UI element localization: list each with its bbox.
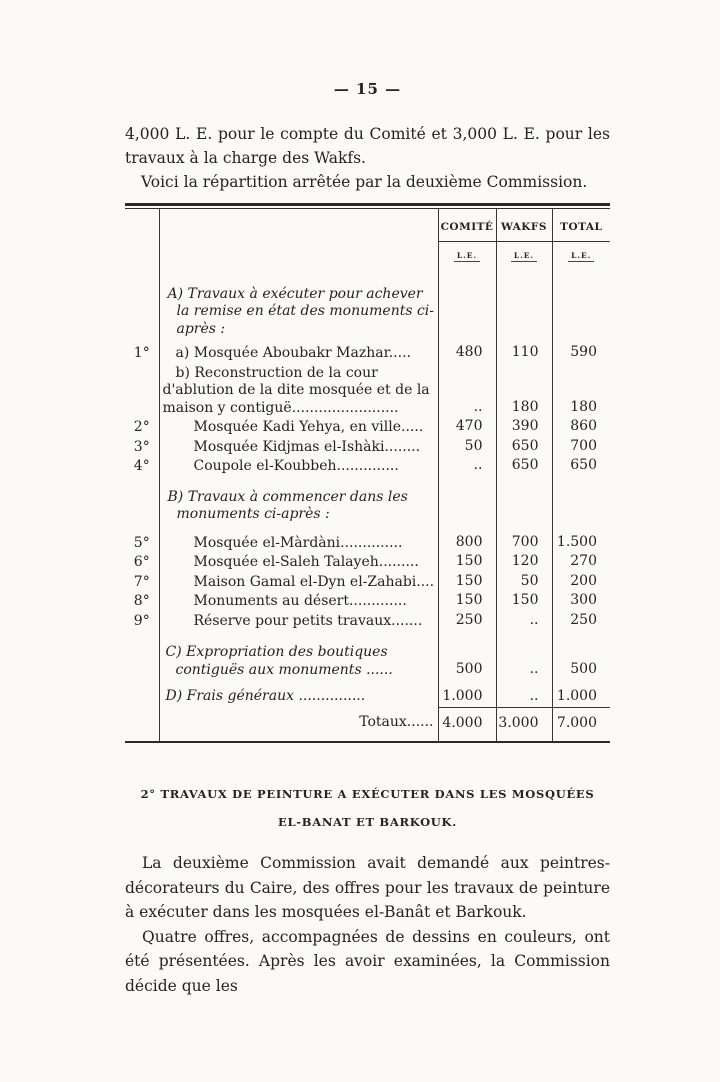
wakfs-value bbox=[496, 476, 552, 533]
unit-cell bbox=[438, 242, 496, 269]
section-a-label: A) Travaux à exécuter pour achever la remise en état des monuments ci-après : bbox=[159, 269, 438, 344]
total-value: 250 bbox=[552, 611, 610, 631]
empty-cell bbox=[125, 707, 159, 742]
total-value: 700 bbox=[552, 437, 610, 457]
wakfs-value: 650 bbox=[496, 437, 552, 457]
comite-value: 250 bbox=[438, 611, 496, 631]
body-paragraph-2: Quatre offres, accompagnées de dessins en couleurs, ont été présentées. Après les avoir examinées, la Commission décide que les bbox=[125, 927, 610, 995]
comite-value bbox=[438, 269, 496, 344]
budget-table-wrapper bbox=[125, 203, 610, 743]
section-2-heading-line2: EL-BANAT ET BARKOUK. bbox=[278, 815, 457, 830]
total-value: 180 bbox=[552, 363, 610, 418]
row-label: Mosquée Kidjmas el-Ishàki........ bbox=[159, 437, 438, 457]
row-number: 4° bbox=[133, 458, 150, 475]
row-number bbox=[125, 476, 159, 533]
unit-label: L.E. bbox=[511, 251, 537, 262]
intro-paragraph-2: Voici la répartition arrêtée par la deuxième Commission. bbox=[141, 173, 588, 192]
page-number: — 15 — bbox=[333, 80, 402, 98]
total-value: 270 bbox=[552, 552, 610, 572]
total-value: 1.000 bbox=[552, 679, 610, 707]
unit-row bbox=[125, 242, 610, 269]
table-row bbox=[125, 417, 610, 437]
table-row-section-d bbox=[125, 679, 610, 707]
row-number: 7° bbox=[133, 573, 150, 590]
wakfs-value: 390 bbox=[496, 417, 552, 437]
table-row bbox=[125, 456, 610, 476]
comite-value: 500 bbox=[438, 630, 496, 679]
unit-cell bbox=[552, 242, 610, 269]
wakfs-value bbox=[496, 269, 552, 344]
row-label: Réserve pour petits travaux....... bbox=[159, 611, 438, 631]
comite-value: 150 bbox=[438, 591, 496, 611]
table-header-row bbox=[125, 209, 610, 242]
total-value: 1.500 bbox=[552, 533, 610, 553]
table-row-section-b bbox=[125, 476, 610, 533]
comite-value: 150 bbox=[438, 572, 496, 592]
column-header-wakfs: WAKFS bbox=[496, 209, 552, 242]
wakfs-value: .. bbox=[496, 611, 552, 631]
comite-value: 1.000 bbox=[438, 679, 496, 707]
row-number bbox=[125, 363, 159, 418]
totals-comite-value: 4.000 bbox=[438, 707, 496, 742]
wakfs-value: 650 bbox=[496, 456, 552, 476]
totals-wakfs-value: 3.000 bbox=[496, 707, 552, 742]
budget-table bbox=[125, 208, 610, 743]
wakfs-value: .. bbox=[496, 679, 552, 707]
table-row bbox=[125, 437, 610, 457]
wakfs-value: 150 bbox=[496, 591, 552, 611]
comite-value: 800 bbox=[438, 533, 496, 553]
table-row bbox=[125, 343, 610, 363]
total-value: 860 bbox=[552, 417, 610, 437]
row-number: 8° bbox=[133, 593, 150, 610]
section-b-label: B) Travaux à commencer dans les monuments ci-après : bbox=[159, 476, 438, 533]
unit-label: L.E. bbox=[454, 251, 480, 262]
body-paragraph-1: La deuxième Commission avait demandé aux peintres-décorateurs du Caire, des offres pour les travaux de peinture à exécuter dans les mosquées el-Banât et Barkouk. bbox=[125, 854, 610, 922]
total-value bbox=[552, 269, 610, 344]
wakfs-value: 700 bbox=[496, 533, 552, 553]
comite-value bbox=[438, 476, 496, 533]
section-d-label: D) Frais généraux ............... bbox=[159, 679, 438, 707]
row-number: 9° bbox=[133, 612, 150, 629]
intro-section bbox=[125, 122, 610, 194]
row-number: 1° bbox=[133, 345, 150, 362]
wakfs-value: .. bbox=[496, 630, 552, 679]
comite-value: .. bbox=[438, 363, 496, 418]
total-value: 650 bbox=[552, 456, 610, 476]
table-row bbox=[125, 611, 610, 631]
comite-value: 480 bbox=[438, 343, 496, 363]
total-value: 200 bbox=[552, 572, 610, 592]
row-label: a) Mosquée Aboubakr Mazhar..... bbox=[159, 343, 438, 363]
intro-paragraph-1: 4,000 L. E. pour le compte du Comité et 3,000 L. E. pour les travaux à la charge des Wakfs. bbox=[125, 125, 610, 168]
table-row bbox=[125, 591, 610, 611]
row-label: Mosquée Kadi Yehya, en ville..... bbox=[159, 417, 438, 437]
comite-value: .. bbox=[438, 456, 496, 476]
row-label: Mosquée el-Màrdàni.............. bbox=[159, 533, 438, 553]
row-number bbox=[125, 679, 159, 707]
total-value: 500 bbox=[552, 630, 610, 679]
row-number: 2° bbox=[133, 419, 150, 436]
row-number bbox=[125, 269, 159, 344]
total-value: 590 bbox=[552, 343, 610, 363]
row-label: Monuments au désert............. bbox=[159, 591, 438, 611]
row-number bbox=[125, 630, 159, 679]
table-row-section-a bbox=[125, 269, 610, 344]
table-row bbox=[125, 572, 610, 592]
body-text-section bbox=[125, 851, 610, 998]
table-row-section-c bbox=[125, 630, 610, 679]
section-2-heading bbox=[125, 787, 610, 829]
wakfs-value: 180 bbox=[496, 363, 552, 418]
column-header-total: TOTAL bbox=[552, 209, 610, 242]
row-label: Mosquée el-Saleh Talayeh......... bbox=[159, 552, 438, 572]
wakfs-value: 110 bbox=[496, 343, 552, 363]
row-number: 6° bbox=[133, 554, 150, 571]
total-value bbox=[552, 476, 610, 533]
empty-cell bbox=[125, 209, 159, 242]
row-number: 5° bbox=[133, 534, 150, 551]
unit-label: L.E. bbox=[568, 251, 594, 262]
totals-label: Totaux...... bbox=[159, 707, 438, 742]
empty-cell bbox=[125, 242, 159, 269]
table-row bbox=[125, 363, 610, 418]
row-label: Coupole el-Koubbeh.............. bbox=[159, 456, 438, 476]
row-label: Maison Gamal el-Dyn el-Zahabi.... bbox=[159, 572, 438, 592]
section-c-label: C) Expropriation des boutiques contiguës aux monuments ...... bbox=[159, 630, 438, 679]
empty-cell bbox=[159, 209, 438, 242]
unit-cell bbox=[496, 242, 552, 269]
comite-value: 470 bbox=[438, 417, 496, 437]
comite-value: 50 bbox=[438, 437, 496, 457]
wakfs-value: 120 bbox=[496, 552, 552, 572]
section-2-heading-line1: 2° TRAVAUX DE PEINTURE A EXÉCUTER DANS LES MOSQUÉES bbox=[140, 787, 595, 802]
row-number: 3° bbox=[133, 438, 150, 455]
row-label: b) Reconstruction de la cour d'ablution de la dite mosquée et de la maison y contiguë........................ bbox=[159, 363, 438, 418]
column-header-comite: COMITÉ bbox=[438, 209, 496, 242]
table-row bbox=[125, 533, 610, 553]
total-value: 300 bbox=[552, 591, 610, 611]
comite-value: 150 bbox=[438, 552, 496, 572]
empty-cell bbox=[159, 242, 438, 269]
totals-row bbox=[125, 707, 610, 742]
wakfs-value: 50 bbox=[496, 572, 552, 592]
table-row bbox=[125, 552, 610, 572]
totals-total-value: 7.000 bbox=[552, 707, 610, 742]
